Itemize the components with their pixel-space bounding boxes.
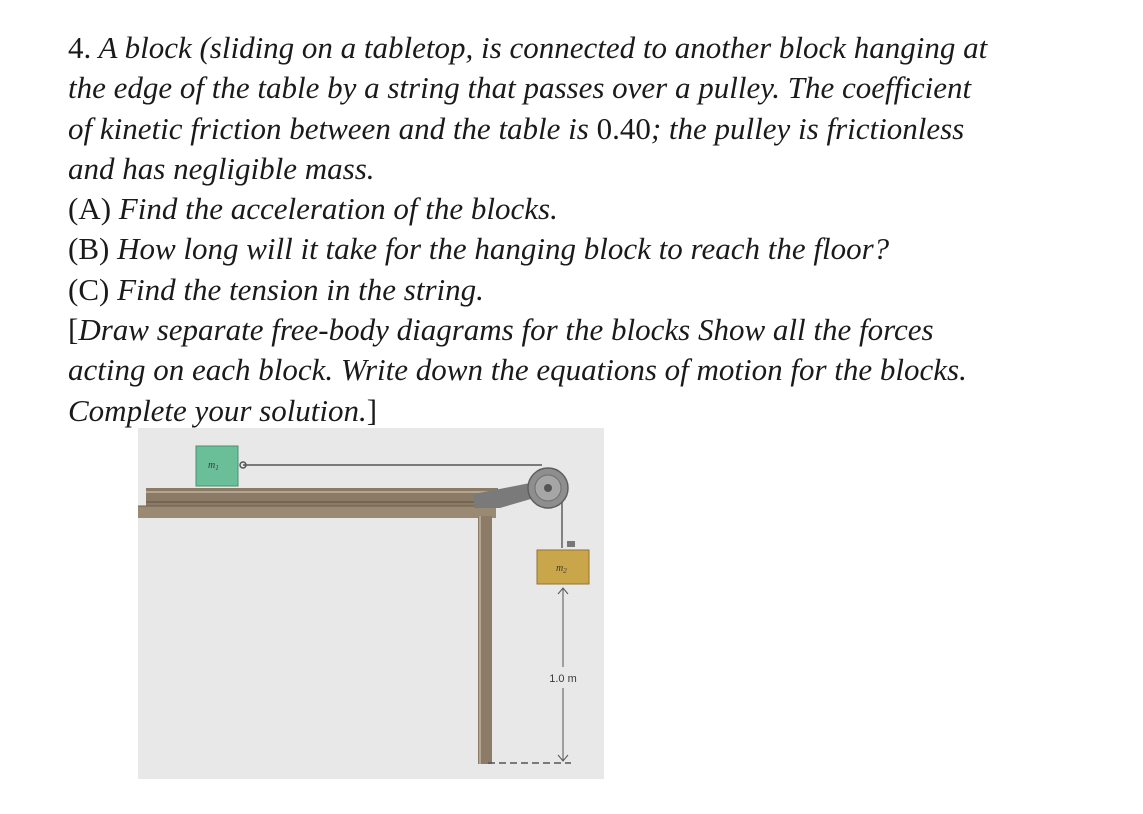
instructions-line-2: acting on each block. Write down the equations of motion for the blocks. <box>68 352 967 388</box>
part-b-label: (B) <box>68 231 110 267</box>
part-b-text: How long will it take for the hanging block to reach the floor? <box>117 231 890 267</box>
part-b <box>68 229 1128 269</box>
problem-text <box>68 28 1128 431</box>
block-m2-label: $m_2$ <box>556 563 567 575</box>
tabletop <box>146 488 498 506</box>
part-c-label: (C) <box>68 271 110 307</box>
pulley-figure <box>138 428 604 779</box>
bracket-close: ] <box>366 392 378 428</box>
part-a-text: Find the acceleration of the blocks. <box>118 191 558 227</box>
part-c-text: Find the tension in the string. <box>117 271 484 307</box>
part-a-label: (A) <box>68 191 112 227</box>
friction-coefficient-value: 0.40 <box>596 110 651 146</box>
instructions-line-3: Complete your solution.] <box>68 392 378 428</box>
block-m2-hook <box>567 541 575 547</box>
part-a <box>68 189 1128 229</box>
bracket-open: [ <box>68 312 79 348</box>
block-m1-label: $m_1$ <box>208 460 219 472</box>
statement-line-3: of kinetic friction between and the table is 0.40; the pulley is frictionless <box>68 110 965 146</box>
table-apron <box>138 506 496 518</box>
statement-line-4: and has negligible mass. <box>68 150 375 186</box>
part-c <box>68 270 1128 310</box>
problem-number: 4. <box>68 30 92 65</box>
height-label: 1.0 m <box>549 673 577 685</box>
pulley-diagram <box>138 428 604 779</box>
statement-line-1: 4. A block (sliding on a tabletop, is connected to another block hanging at <box>68 30 988 65</box>
statement-line-2: the edge of the table by a string that passes over a pulley. The coefficient <box>68 70 972 106</box>
instructions-line-1: [Draw separate free-body diagrams for the blocks Show all the forces <box>68 312 934 348</box>
